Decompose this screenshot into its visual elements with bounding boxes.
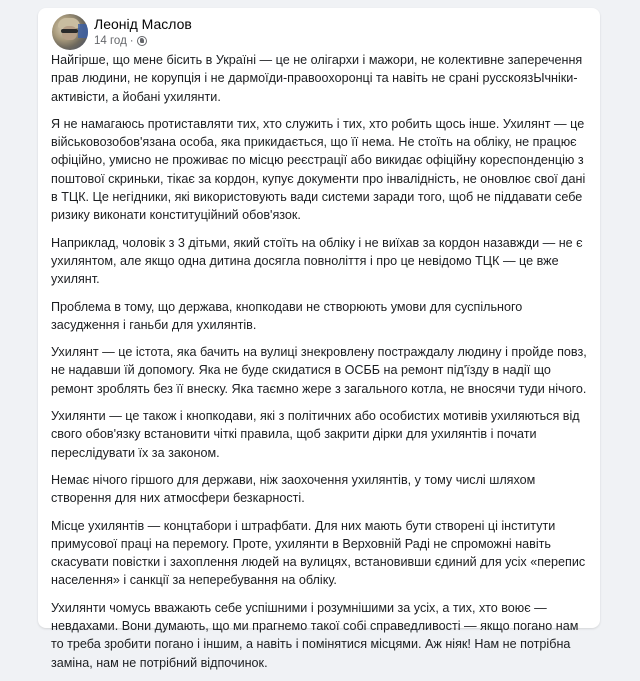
separator-dot: · xyxy=(129,34,134,47)
post-paragraph: Наприклад, чоловік з 3 дітьми, який стоїть на обліку і не виїхав за кордон назавжди — не є ухилянтом, але якщо одна дитина досягла повноліття і про це невідомо ТЦК — це вже ухилянт. xyxy=(51,235,583,287)
avatar-glasses-shape xyxy=(61,29,78,33)
avatar-flag-shape xyxy=(78,24,88,38)
post-paragraph: Ухилянт — це істота, яка бачить на вулиці знекровлену постраждалу людину і пройде повз, не надавши їй допомогу. Яка не буде скидатися в ОСББ на ремонт під'їзду в надії що ремонт зроблять без її внеску. Яка таємно жере з загального котла, не вносячи туди нічого. xyxy=(51,345,587,396)
post-time-row xyxy=(94,34,192,49)
post-header xyxy=(52,14,192,50)
post-timestamp[interactable]: 14 год xyxy=(94,34,127,47)
post-card xyxy=(38,8,600,670)
post-body xyxy=(51,51,591,681)
post-paragraph: Ухилянти — це також і кнопкодави, які з політичних або особистих мотивів ухиляються від свого обов'язку встановити чіткі правила, щоб закрити дірки для ухилянтів і почати переслідувати їх за законом. xyxy=(51,409,580,460)
globe-icon[interactable] xyxy=(137,36,147,46)
post-paragraph: Немає нічого гіршого для держави, ніж заохочення ухилянтів, у тому числі шляхом створення для них атмосфери безкарності. xyxy=(51,472,536,506)
post-paragraph: Найгірше, що мене бісить в Україні — це не олігархи і мажори, не колективне заперечення прав людини, не корупція і не дармоїди-правоохоронці та навіть не срані русскоязЫчніки-активісти, а йобані ухилянти. xyxy=(51,53,583,104)
post-paragraph: Місце ухилянтів — концтабори і штрафбати. Для них мають бути створені ці інститути примусової праці на перемогу. Проте, ухилянти в Верховній Раді не спроможні навіть скасувати повістки і захоплення людей на вулицях, встановивши єдиний для усіх «перепис населення» і санкції за неперебування на обліку. xyxy=(51,518,586,588)
author-name[interactable]: Леонід Маслов xyxy=(94,15,192,32)
avatar[interactable] xyxy=(52,14,88,50)
post-paragraph: Ухилянти чомусь вважають себе успішними і розумнішими за усіх, а тих, хто воює — невдахами. Вони думають, що ми прагнемо такої собі справедливості — якщо погано нам то треба зробити погано і іншим, а навіть і помінятися місцями. Аж ніяк! Нам не потрібна заміна, нам не потрібний відпочинок. xyxy=(51,600,579,670)
post-paragraph: Проблема в тому, що держава, кнопкодави не створюють умови для суспільного засудження і ганьби для ухилянтів. xyxy=(51,299,523,332)
post-meta xyxy=(94,16,192,49)
post-paragraph: Я не намагаюсь протиставляти тих, хто служить і тих, хто робить щось інше. Ухилянт — це військовозобов'язана особа, яка прикидається, що її нема. Не стоїть на обліку, не працює офіційно, умисно не проживає по місцю реєстрації або викидає офіційну кореспонденцію з поштової скриньки, тікає за кордон, купує документи про інвалідність, не оновлює свої дані в ТЦК. Це негідники, які використовують вади системи заради того, щоб не піддавати себе ризику виконати конституційний обов'язок. xyxy=(51,116,586,223)
